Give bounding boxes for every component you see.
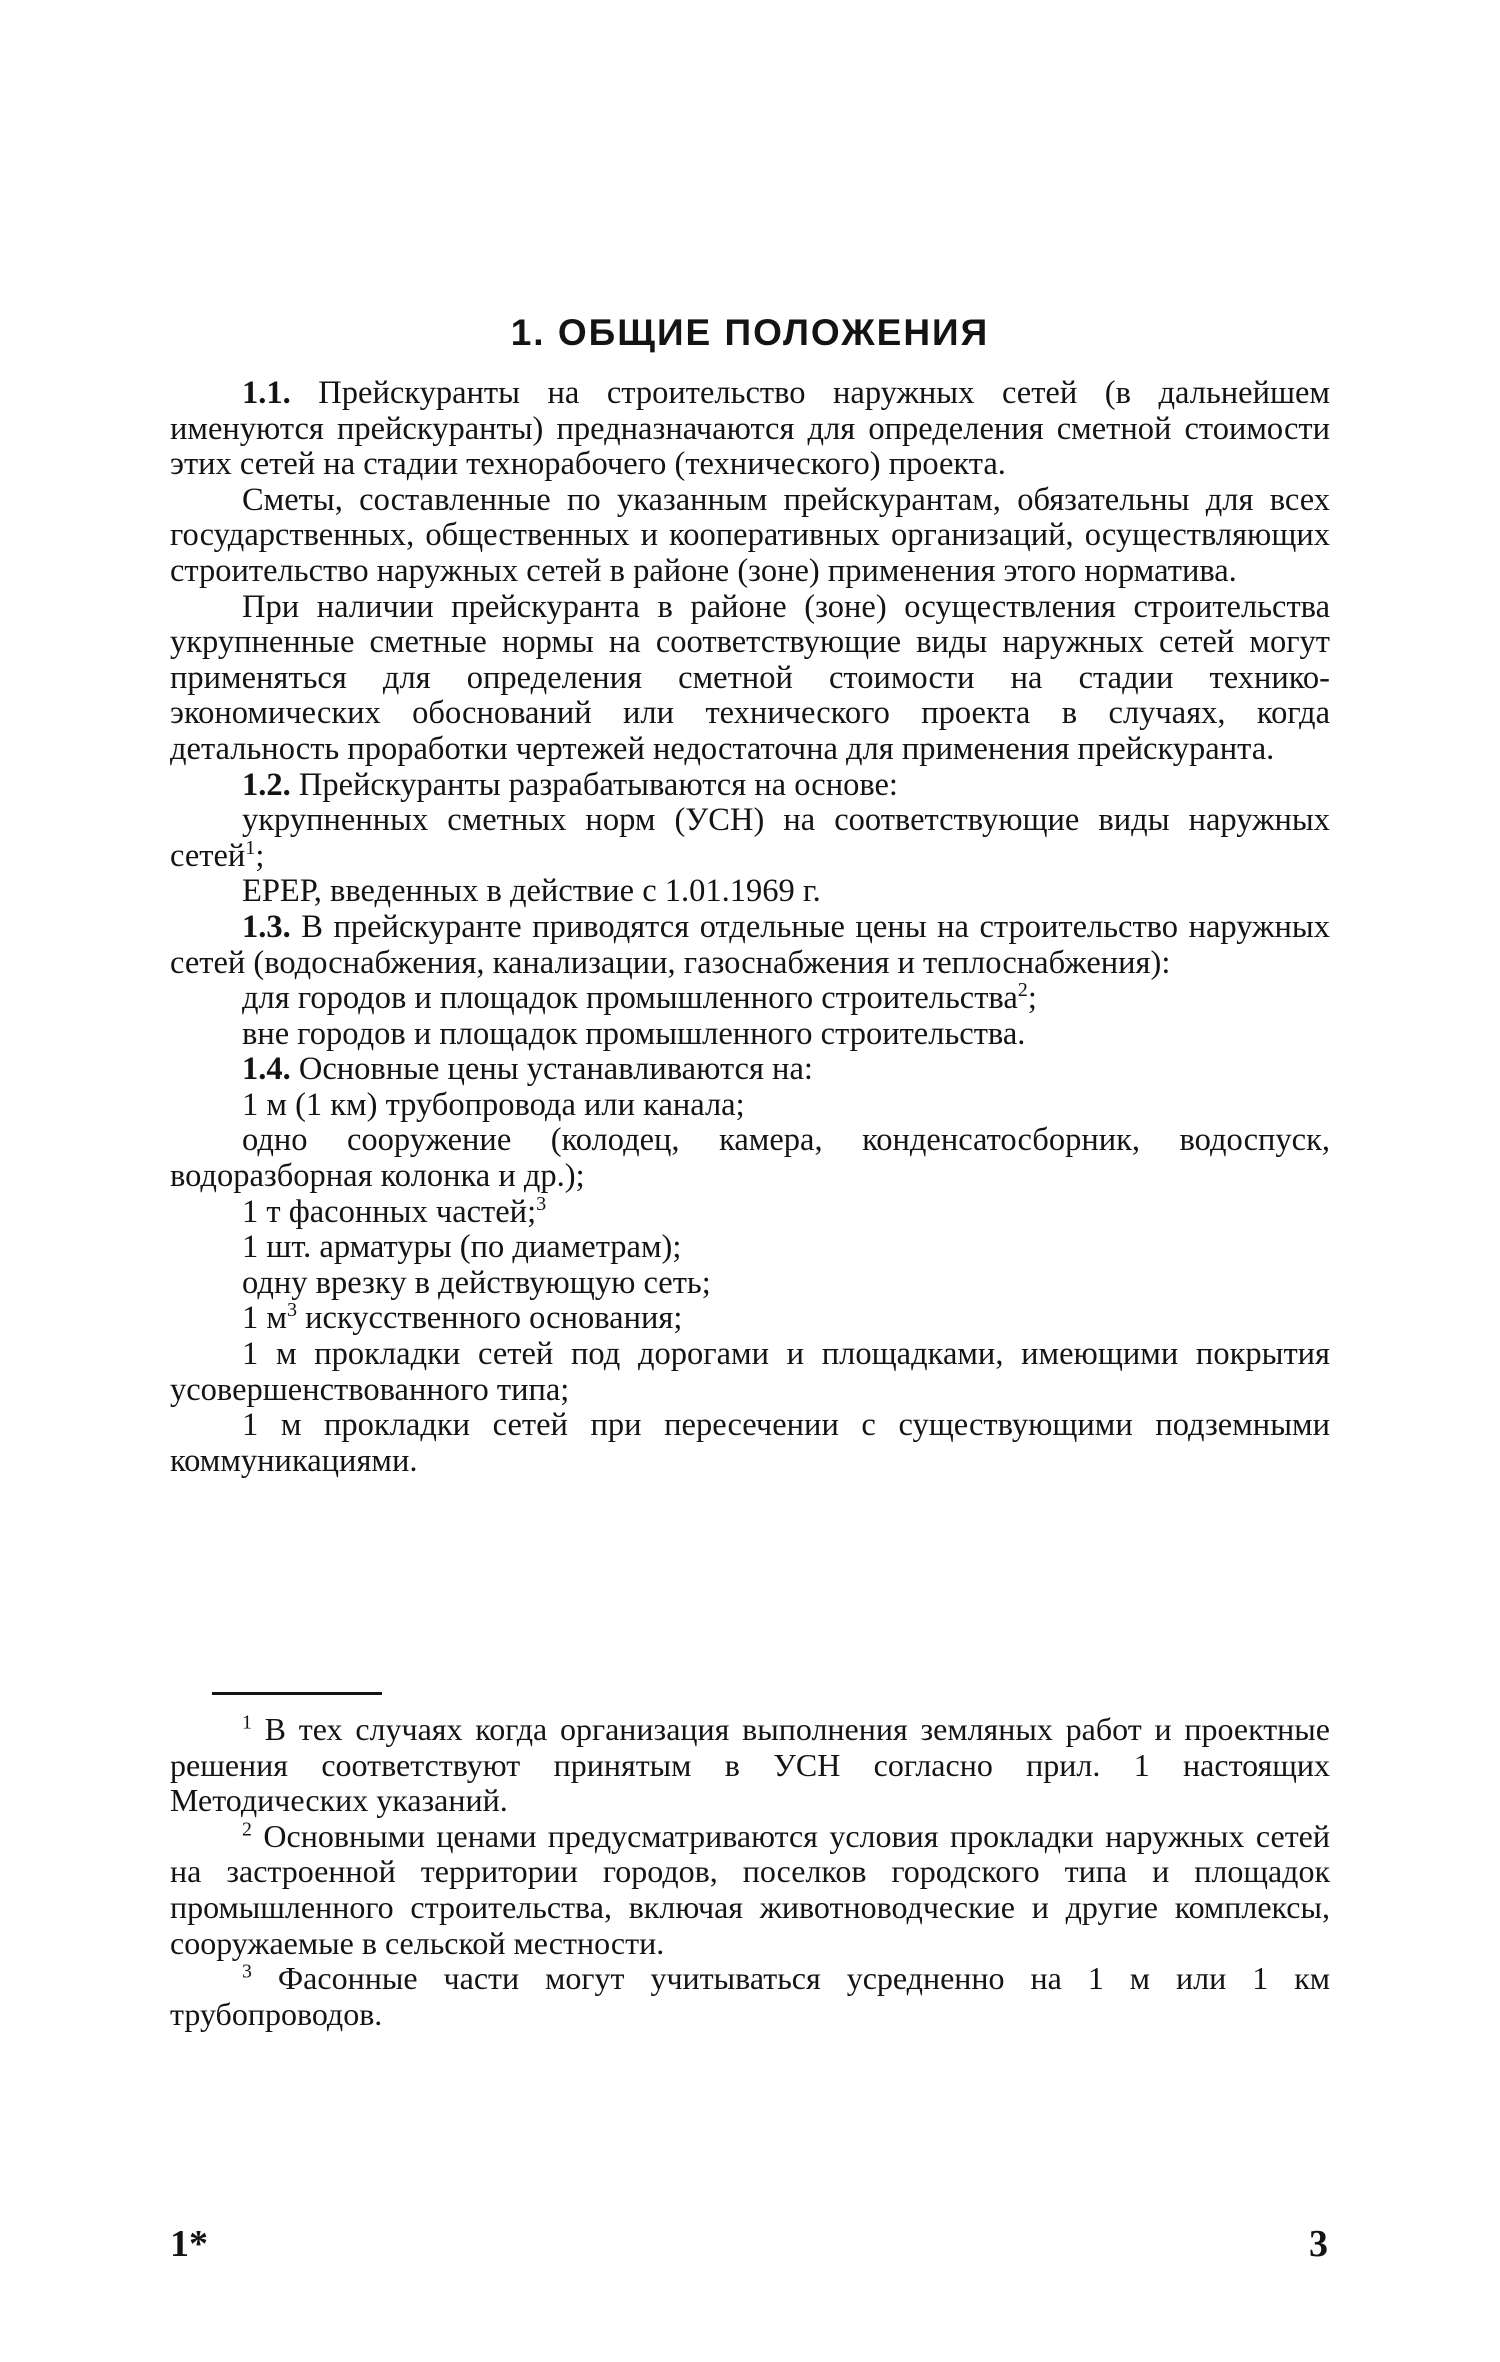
footnote-divider — [212, 1692, 382, 1695]
list-item: для городов и площадок промышленного строительства$^2$; — [242, 979, 1037, 1017]
footnote-mark: 3 — [242, 1960, 252, 1983]
page-number: 3 — [1309, 2223, 1328, 2265]
footnote: $^1$ В тех случаях когда организация выполнения земляных работ и проектные решения соответствуют принятым в УСН согласно прил. 1 настоящих Методических указаний. — [170, 1711, 1330, 1819]
list-item: 1 м (1 км) трубопровода или канала; — [242, 1086, 745, 1123]
list-item: вне городов и площадок промышленного строительства. — [242, 1015, 1026, 1052]
footnote-mark: 1 — [242, 1711, 252, 1734]
list-item: ЕРЕР, введенных в действие с 1.01.1969 г. — [242, 873, 821, 910]
paragraph: 1.4. Основные цены устанавливаются на: — [242, 1051, 813, 1088]
footnotes — [170, 1712, 1330, 2032]
footnote-ref: 3 — [536, 1192, 547, 1215]
printer-signature: 1* — [170, 2223, 208, 2265]
list-item: 1 м прокладки сетей при пересечении с существующими подземными коммуникациями. — [170, 1407, 1330, 1479]
paragraph: 1.2. Прейскуранты разрабатываются на основе: — [242, 766, 898, 803]
footnote: $^2$ Основными ценами предусматриваются условия прокладки наружных сетей на застроенной территории городов, поселков городского типа и площадок промышленного строительства, включая животноводческие и другие комплексы, сооружаемые в сельской местности. — [170, 1817, 1330, 1961]
list-item: одну врезку в действующую сеть; — [242, 1264, 711, 1301]
superscript: 3 — [286, 1299, 298, 1322]
clause-number: 1.2. — [242, 766, 291, 803]
footnote-ref: 2 — [1017, 979, 1028, 1002]
body-text — [170, 376, 1330, 1479]
paragraph: При наличии прейскуранта в районе (зоне) осуществления строительства укрупненные сметные нормы на соответствующие виды наружных сетей могут применяться для определения сметной стоимости на стадии технико-экономических обоснований или технического проекта в случаях, когда детальность проработки чертежей недостаточна для применения прейскуранта. — [170, 588, 1330, 767]
footnote-mark: 2 — [242, 1818, 252, 1841]
section-heading: 1. ОБЩИЕ ПОЛОЖЕНИЯ — [510, 312, 990, 353]
clause-number: 1.1. — [242, 375, 291, 411]
clause-number: 1.3. — [242, 908, 291, 945]
list-item: 1 т фасонных частей;$^3$ — [242, 1192, 547, 1230]
list-item: 1 шт. арматуры (по диаметрам); — [242, 1229, 682, 1266]
paragraph: 1.3. В прейскуранте приводятся отдельные цены на строительство наружных сетей (водоснабжения, канализации, газоснабжения и теплоснабжения): — [170, 908, 1330, 981]
list-item: 1 м прокладки сетей под дорогами и площадками, имеющими покрытия усовершенствованного типа; — [170, 1336, 1330, 1408]
list-item: укрупненных сметных норм (УСН) на соответствующие виды наружных сетей$^1$; — [170, 802, 1330, 874]
paragraph: Сметы, составленные по указанным прейскурантам, обязательны для всех государственных, общественных и кооперативных организаций, осуществляющих строительство наружных сетей в районе (зоне) применения этого норматива. — [170, 481, 1330, 589]
list-item: 1 $м^3$ искусственного основания; — [242, 1299, 683, 1337]
clause-number: 1.4. — [242, 1051, 291, 1088]
footnote: $^3$ Фасонные части могут учитываться усредненно на 1 м или 1 км трубопроводов. — [170, 1960, 1330, 2032]
footnote-ref: 1 — [245, 836, 256, 859]
paragraph: 1.1. Прейскуранты на строительство наружных сетей (в дальнейшем именуются прейскуранты) предназначаются для определения сметной стоимости этих сетей на стадии техноpабочего (технического) проекта. — [170, 375, 1330, 483]
list-item: одно сооружение (колодец, камера, конденсатосборник, водоспуск, водоразборная колонка и др.); — [170, 1122, 1330, 1195]
